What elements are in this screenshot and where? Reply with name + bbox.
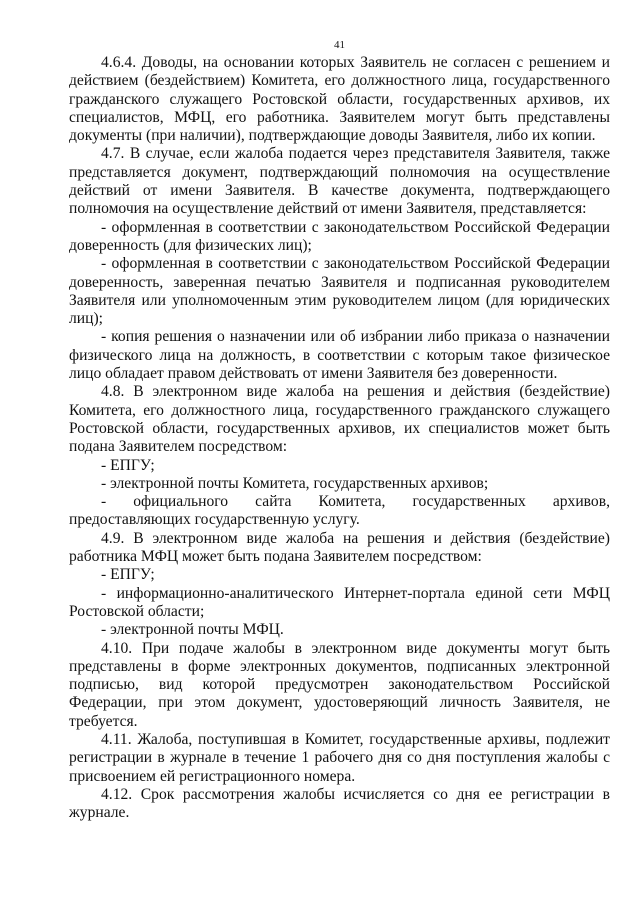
- document-body: [69, 54, 610, 822]
- paragraph-4-12: 4.12. Срок рассмотрения жалобы исчисляется со дня ее регистрации в журнале.: [69, 785, 610, 822]
- page-number: 41: [334, 39, 345, 51]
- list-item-epgu: - ЕПГУ;: [101, 566, 155, 584]
- list-item-mfc-portal: - информационно-аналитического Интернет-портала единой сети МФЦ Ростовской области;: [69, 584, 610, 620]
- paragraph-4-11: 4.11. Жалоба, поступившая в Комитет, государственные архивы, подлежит регистрации в журнале в течение 1 рабочего дня со дня поступления жалобы с присвоением ей регистрационного номера.: [69, 730, 610, 785]
- paragraph-4-9: 4.9. В электронном виде жалоба на решения и действия (бездействие) работника МФЦ может быть подана Заявителем посредством:: [69, 529, 610, 566]
- list-item-legal-entities: - оформленная в соответствии с законодательством Российской Федерации доверенность, заверенная печатью Заявителя и подписанная руководителем Заявителя или уполномоченным этим руководителем лицом (для юридических лиц);: [69, 255, 610, 328]
- paragraph-4-10: 4.10. При подаче жалобы в электронном виде документы могут быть представлены в форме электронных документов, подписанных электронной подписью, вид которой предусмотрен законодательством Российской Федерации, при этом документ, удостоверяющий личность Заявителя, не требуется.: [69, 639, 610, 730]
- list-item-individuals: - оформленная в соответствии с законодательством Российской Федерации доверенность (для физических лиц);: [69, 218, 610, 254]
- paragraph-4-7: 4.7. В случае, если жалоба подается через представителя Заявителя, также представляется документ, подтверждающий полномочия на осуществление действий от имени Заявителя. В качестве документа, подтверждающего полномочия на осуществление действий от имени Заявителя, представляется:: [69, 145, 610, 218]
- paragraph-4-6-4: 4.6.4. Доводы, на основании которых Заявитель не согласен с решением и действием (бездействием) Комитета, его должностного лица, государственного гражданского служащего Ростовской области, государственных архивов, их специалистов, МФЦ, его работника. Заявителем могут быть представлены документы (при наличии), подтверждающие доводы Заявителя, либо их копии.: [69, 54, 610, 145]
- paragraph-4-8: 4.8. В электронном виде жалоба на решения и действия (бездействие) Комитета, его должностного лица, государственного гражданского служащего Ростовской области, государственных архивов, их специалистов может быть подана Заявителем посредством:: [69, 383, 610, 456]
- list-item-official-site: - официального сайта Комитета, государственных архивов, предоставляющих государственную услугу.: [69, 493, 610, 529]
- list-item-committee-email: - электронной почты Комитета, государственных архивов;: [101, 474, 489, 492]
- list-item-epgu: - ЕПГУ;: [101, 456, 155, 474]
- list-item-appointment-copy: - копия решения о назначении или об избрании либо приказа о назначении физического лица на должность, в соответствии с которым такое физическое лицо обладает правом действовать от имени Заявителя без доверенности.: [69, 328, 610, 383]
- list-item-mfc-email: - электронной почты МФЦ.: [101, 621, 284, 639]
